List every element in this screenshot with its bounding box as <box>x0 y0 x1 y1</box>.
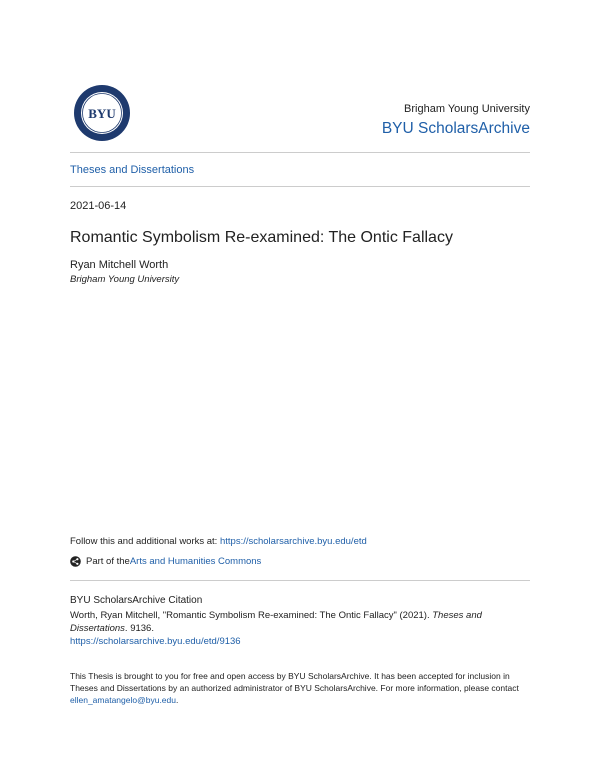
part-of-line <box>70 556 261 567</box>
citation-series: Theses and Dissertations <box>70 610 482 634</box>
follow-text: Follow this and additional works at: <box>70 536 220 547</box>
citation-block <box>70 609 530 648</box>
part-of-prefix: Part of the <box>86 556 130 567</box>
notice-text: This Thesis is brought to you for free and open access by BYU ScholarsArchive. It has been accepted for inclusion in Theses and Dissertations by an authorized administrator of BYU ScholarsArchive. For more information, please contact <box>70 671 519 693</box>
share-network-icon <box>70 556 81 567</box>
follow-link[interactable]: https://scholarsarchive.byu.edu/etd <box>219 536 367 547</box>
access-notice <box>70 670 530 706</box>
author-name: Ryan Mitchell Worth <box>70 259 169 271</box>
publication-date: 2021-06-14 <box>70 200 127 212</box>
divider <box>70 152 530 153</box>
document-title: Romantic Symbolism Re-examined: The Ontic Fallacy <box>70 229 453 246</box>
citation-url[interactable]: https://scholarsarchive.byu.edu/etd/9136 <box>70 636 241 647</box>
university-name: Brigham Young University <box>404 103 530 115</box>
divider <box>70 186 530 187</box>
citation-text: Worth, Ryan Mitchell, "Romantic Symbolism Re-examined: The Ontic Fallacy" (2021). <box>70 610 433 621</box>
author-affiliation: Brigham Young University <box>70 274 180 285</box>
citation-number: . 9136. <box>124 623 154 634</box>
byu-seal-logo <box>73 84 131 142</box>
divider <box>70 580 530 581</box>
follow-line <box>70 536 367 547</box>
collection-link[interactable]: Theses and Dissertations <box>70 164 195 176</box>
commons-link[interactable]: Arts and Humanities Commons <box>129 556 262 567</box>
archive-name[interactable]: BYU ScholarsArchive <box>381 120 530 137</box>
contact-email-link[interactable]: ellen_amatangelo@byu.edu <box>70 695 176 705</box>
seal-label: BYU <box>88 106 116 121</box>
citation-heading: BYU ScholarsArchive Citation <box>70 595 203 606</box>
notice-end: . <box>175 695 179 705</box>
